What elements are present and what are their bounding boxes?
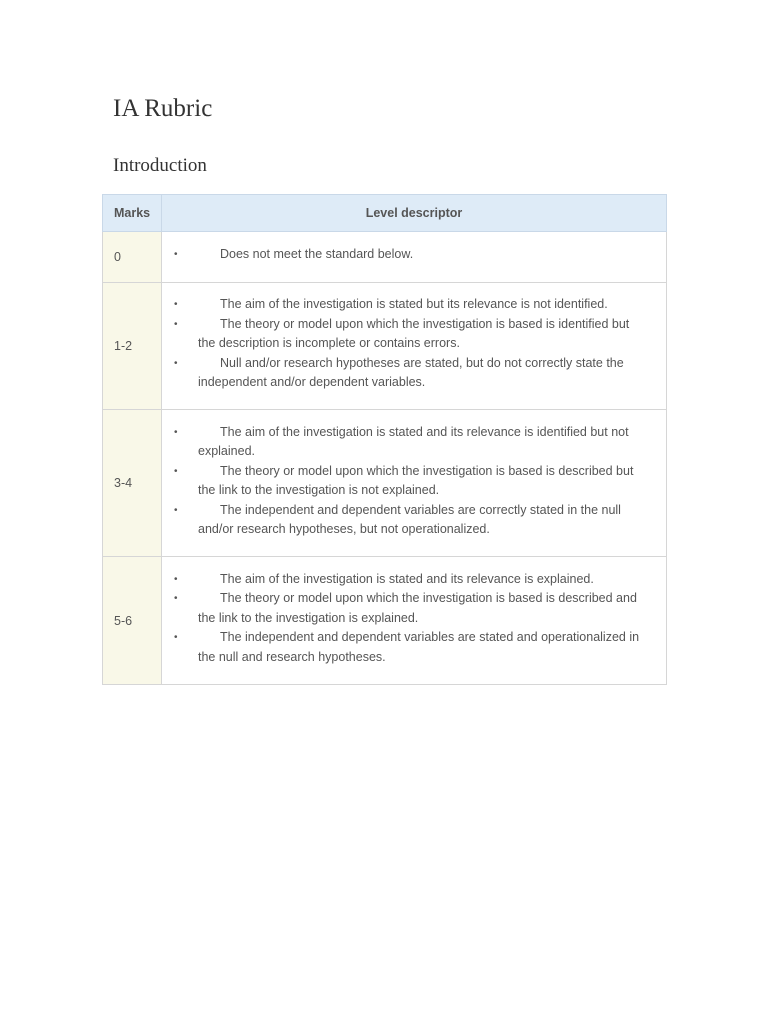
descriptor-cell [162, 283, 667, 410]
descriptor-item: • The aim of the investigation is stated but its relevance is not identified. [174, 295, 648, 315]
descriptor-item: • The independent and dependent variables are stated and operationalized in the null and research hypotheses. [174, 630, 640, 664]
descriptor-item: • The independent and dependent variables are correctly stated in the null and/or research hypotheses, but not operationalized. [174, 502, 621, 536]
section-title: Introduction [113, 155, 207, 176]
table-body [103, 232, 667, 685]
descriptor-item: • The theory or model upon which the investigation is based is described and the link to the investigation is explained. [174, 591, 637, 625]
table-header [103, 195, 667, 232]
bullet-icon: • [174, 573, 178, 585]
descriptor-item: • The theory or model upon which the investigation is based is described but the link to the investigation is not explained. [174, 463, 634, 497]
descriptor-cell [162, 410, 667, 557]
bullet-icon: • [174, 504, 178, 516]
bullet-icon: • [174, 357, 178, 369]
table-row [103, 283, 667, 410]
bullet-icon: • [174, 465, 178, 477]
bullet-icon: • [174, 632, 178, 644]
descriptor-cell [162, 232, 667, 283]
marks-cell: 1-2 [103, 283, 162, 410]
descriptor-item: • The theory or model upon which the investigation is based is identified but the description is incomplete or contains errors. [174, 316, 630, 351]
bullet-icon: • [174, 593, 178, 605]
table-row [103, 557, 667, 685]
page-title: IA Rubric [113, 95, 213, 122]
descriptor-list [174, 423, 648, 540]
descriptor-item: • The aim of the investigation is stated and its relevance is identified but not explained. [174, 424, 629, 458]
header-row [103, 195, 667, 232]
descriptor-cell [162, 557, 667, 685]
marks-column-header: Marks [103, 195, 162, 232]
marks-cell: 3-4 [103, 410, 162, 557]
descriptor-list [174, 295, 648, 393]
descriptor-item: • The aim of the investigation is stated and its relevance is explained. [174, 570, 648, 590]
bullet-icon: • [174, 318, 178, 330]
table-row [103, 410, 667, 557]
bullet-icon: • [174, 426, 178, 438]
rubric-table [102, 194, 667, 685]
marks-cell: 0 [103, 232, 162, 283]
descriptor-item: • Null and/or research hypotheses are stated, but do not correctly state the independent and/or dependent variables. [174, 355, 624, 390]
descriptor-item: • Does not meet the standard below. [174, 245, 648, 265]
bullet-icon: • [174, 249, 178, 261]
descriptor-list [174, 245, 648, 265]
descriptor-column-header: Level descriptor [162, 195, 667, 232]
table-row [103, 232, 667, 283]
marks-cell: 5-6 [103, 557, 162, 685]
descriptor-list [174, 570, 648, 668]
bullet-icon: • [174, 299, 178, 311]
